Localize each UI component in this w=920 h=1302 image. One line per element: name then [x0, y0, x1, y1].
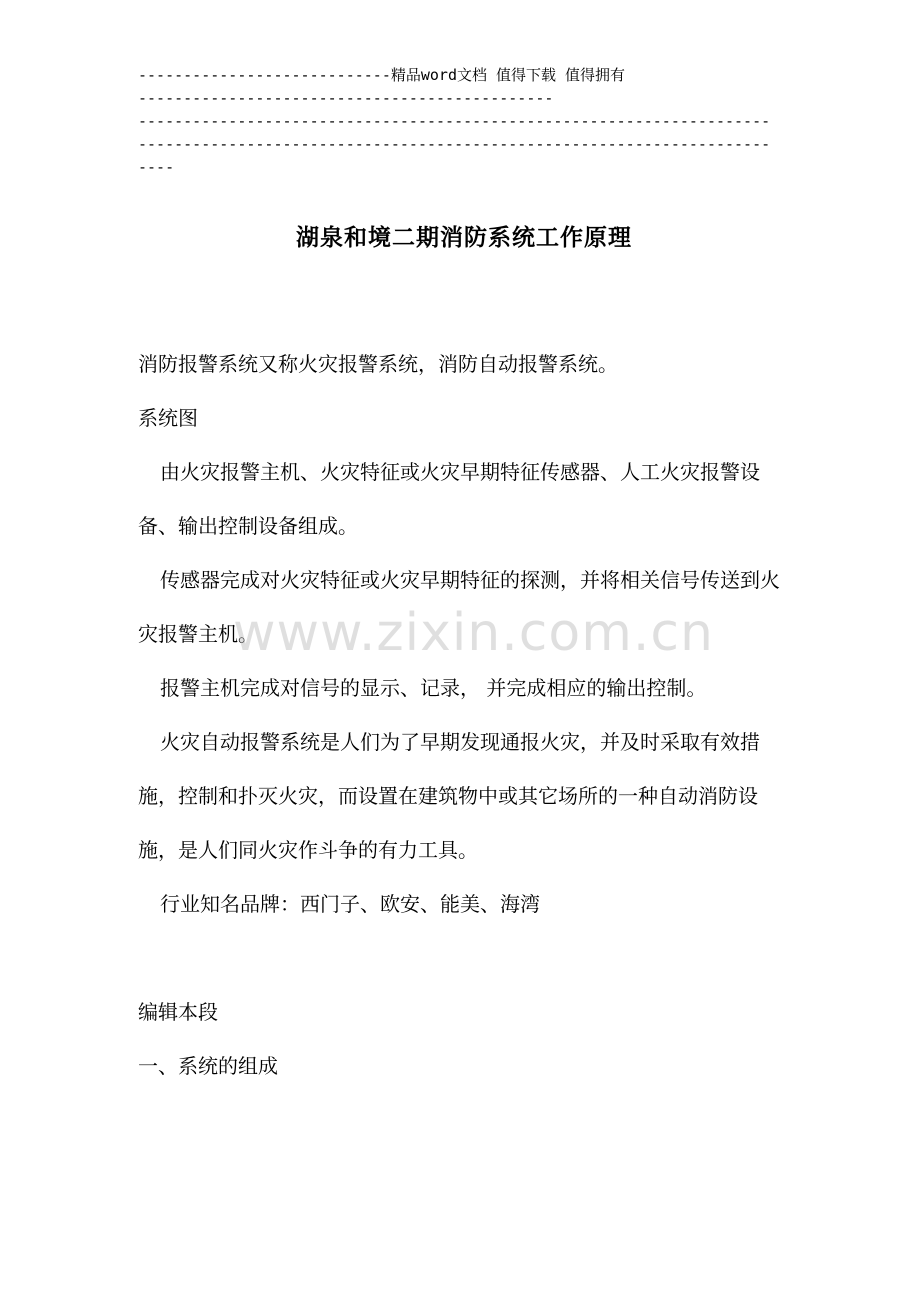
header-banner-line: ----------------------------精品word文档 值得下载 值得拥有	[138, 66, 626, 84]
blank-line	[138, 931, 790, 985]
header-divider-line: ----	[138, 158, 175, 176]
section-heading: 一、系统的组成	[138, 1054, 278, 1078]
watermark-text: www.zixin.com.cn	[233, 603, 714, 663]
edit-section-label: 编辑本段	[138, 1000, 218, 1024]
header-divider-line: ----------------------------------------------------------------------	[138, 135, 771, 153]
paragraph-sensor: 传感器完成对火灾特征或火灾早期特征的探测，并将相关信号传送到火灾报警主机。	[138, 568, 780, 646]
paragraph-brands: 行业知名品牌：西门子、欧安、能美、海湾	[160, 892, 540, 916]
paragraph-composition: 由火灾报警主机、火灾特征或火灾早期特征传感器、人工火灾报警设备、输出控制设备组成。	[138, 460, 760, 538]
header-divider-line: ----------------------------------------------	[138, 89, 554, 107]
paragraph-intro: 消防报警系统又称火灾报警系统，消防自动报警系统。	[138, 352, 618, 376]
document-title: 湖泉和境二期消防系统工作原理	[296, 224, 632, 251]
paragraph-system-diagram: 系统图	[138, 406, 198, 430]
paragraph-host: 报警主机完成对信号的显示、记录， 并完成相应的输出控制。	[160, 676, 707, 700]
paragraph-purpose: 火灾自动报警系统是人们为了早期发现通报火灾，并及时采取有效措施，控制和扑灭火灾，而设置在建筑物中或其它场所的一种自动消防设施，是人们同火灾作斗争的有力工具。	[138, 730, 760, 862]
header-divider-line: ----------------------------------------------------------------------	[138, 112, 771, 130]
